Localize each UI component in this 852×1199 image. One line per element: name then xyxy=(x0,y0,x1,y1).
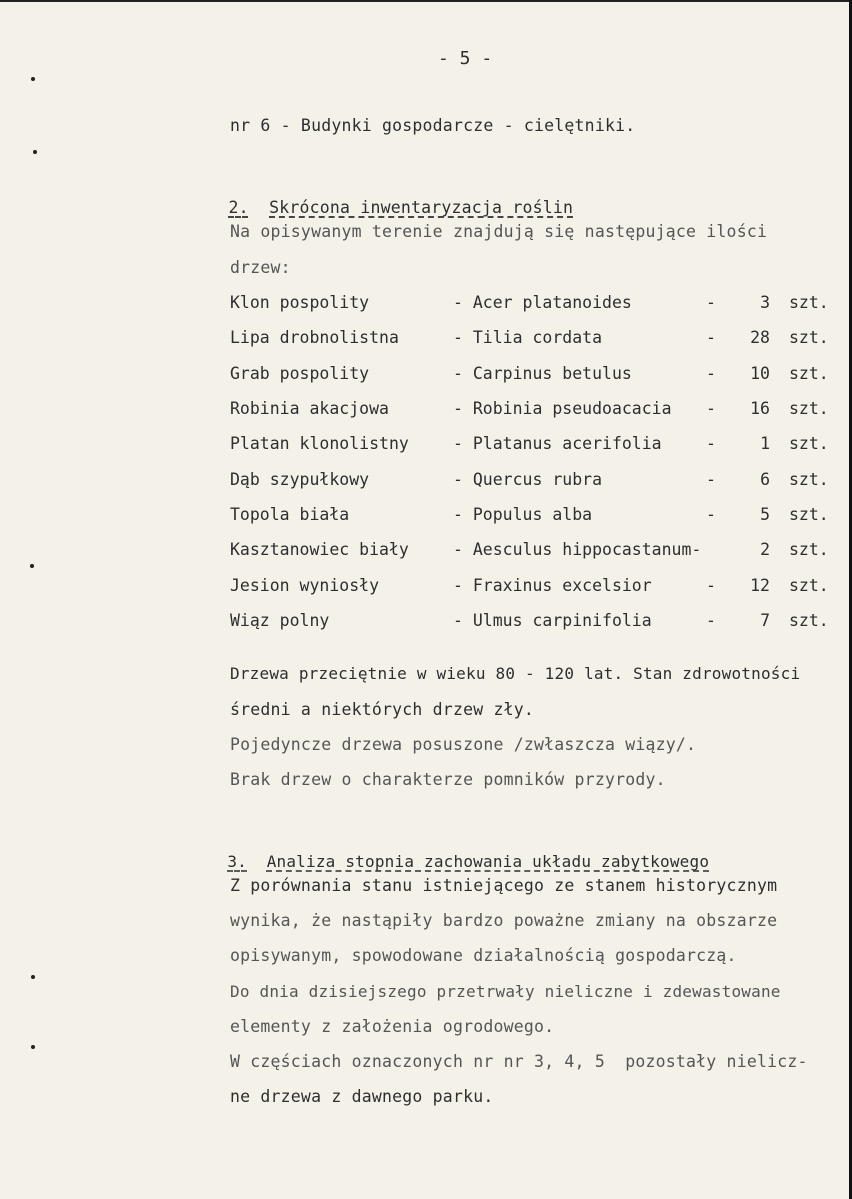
section-3-number: 3. xyxy=(227,852,248,871)
page-number: - 5 - xyxy=(438,48,493,69)
tree-count: 7 xyxy=(760,611,770,630)
count-unit: szt. xyxy=(789,470,829,489)
polish-name: Dąb szypułkowy xyxy=(230,470,370,489)
paragraph-line: Z porównania stanu istniejącego ze stanem historycznym xyxy=(230,876,778,895)
tree-count: 3 xyxy=(760,293,770,312)
count-unit: szt. xyxy=(789,611,829,630)
paragraph-line: opisywanym, spowodowane działalnością gospodarczą. xyxy=(230,946,737,965)
polish-name: Robinia akacjowa xyxy=(230,399,389,418)
latin-name: - Tilia cordata xyxy=(453,328,603,347)
note-line: Brak drzew o charakterze pomników przyrody. xyxy=(230,770,666,789)
margin-mark xyxy=(33,150,37,154)
paragraph-line: wynika, że nastąpiły bardzo poważne zmiany na obszarze xyxy=(230,911,778,930)
polish-name: Klon pospolity xyxy=(230,293,370,312)
row-dash: - xyxy=(706,505,716,524)
row-dash: - xyxy=(706,328,716,347)
latin-name: - Aesculus hippocastanum- xyxy=(453,540,702,559)
count-unit: szt. xyxy=(789,364,829,383)
tree-count: 12 xyxy=(750,576,770,595)
count-unit: szt. xyxy=(789,434,829,453)
polish-name: Jesion wyniosły xyxy=(230,576,380,595)
tree-count: 28 xyxy=(750,328,770,347)
count-unit: szt. xyxy=(789,399,829,418)
polish-name: Platan klonolistny xyxy=(230,434,409,453)
latin-name: - Acer platanoides xyxy=(453,293,632,312)
latin-name: - Ulmus carpinifolia xyxy=(453,611,652,630)
count-unit: szt. xyxy=(789,576,829,595)
latin-name: - Fraxinus excelsior xyxy=(453,576,652,595)
scan-top-edge xyxy=(0,0,852,2)
count-unit: szt. xyxy=(789,540,829,559)
margin-mark xyxy=(31,77,35,81)
row-dash: - xyxy=(706,434,716,453)
margin-mark xyxy=(31,1045,35,1049)
paragraph-line: W częściach oznaczonych nr nr 3, 4, 5 pozostały nielicz- xyxy=(230,1052,808,1071)
latin-name: - Robinia pseudoacacia xyxy=(453,399,672,418)
latin-name: - Quercus rubra xyxy=(453,470,603,489)
polish-name: Grab pospolity xyxy=(230,364,370,383)
intro-line: nr 6 - Budynki gospodarcze - cielętniki. xyxy=(230,116,636,135)
latin-name: - Carpinus betulus xyxy=(453,364,632,383)
margin-mark xyxy=(31,975,35,979)
count-unit: szt. xyxy=(789,328,829,347)
section-2-lead-2: drzew: xyxy=(230,258,291,277)
row-dash: - xyxy=(706,470,716,489)
latin-name: - Platanus acerifolia xyxy=(453,434,662,453)
latin-name: - Populus alba xyxy=(453,505,593,524)
note-line: średni a niektórych drzew zły. xyxy=(230,700,535,719)
tree-count: 5 xyxy=(760,505,770,524)
paragraph-line: Do dnia dzisiejszego przetrwały nieliczne i zdewastowane xyxy=(230,982,781,1001)
polish-name: Topola biała xyxy=(230,505,350,524)
paragraph-line: ne drzewa z dawnego parku. xyxy=(230,1087,494,1106)
polish-name: Lipa drobnolistna xyxy=(230,328,399,347)
polish-name: Wiąz polny xyxy=(230,611,330,630)
row-dash: - xyxy=(706,364,716,383)
row-dash: - xyxy=(706,399,716,418)
paragraph-line: elementy z założenia ogrodowego. xyxy=(230,1017,555,1036)
row-dash: - xyxy=(706,576,716,595)
margin-mark xyxy=(30,564,34,568)
polish-name: Kasztanowiec biały xyxy=(230,540,409,559)
section-3-title: Analiza stopnia zachowania układu zabytkowego xyxy=(266,852,710,871)
tree-count: 16 xyxy=(750,399,770,418)
section-2-title: Skrócona inwentaryzacja roślin xyxy=(269,198,574,217)
count-unit: szt. xyxy=(789,293,829,312)
note-line: Drzewa przeciętnie w wieku 80 - 120 lat. Stan zdrowotności xyxy=(230,664,801,683)
row-dash: - xyxy=(706,293,716,312)
tree-count: 6 xyxy=(760,470,770,489)
tree-count: 2 xyxy=(760,540,770,559)
tree-count: 10 xyxy=(750,364,770,383)
section-2-lead-1: Na opisywanym terenie znajdują się następujące ilości xyxy=(230,222,768,241)
count-unit: szt. xyxy=(789,505,829,524)
tree-count: 1 xyxy=(760,434,770,453)
note-line: Pojedyncze drzewa posuszone /zwłaszcza wiązy/. xyxy=(230,735,697,754)
section-2-number: 2. xyxy=(228,198,249,217)
row-dash: - xyxy=(706,611,716,630)
